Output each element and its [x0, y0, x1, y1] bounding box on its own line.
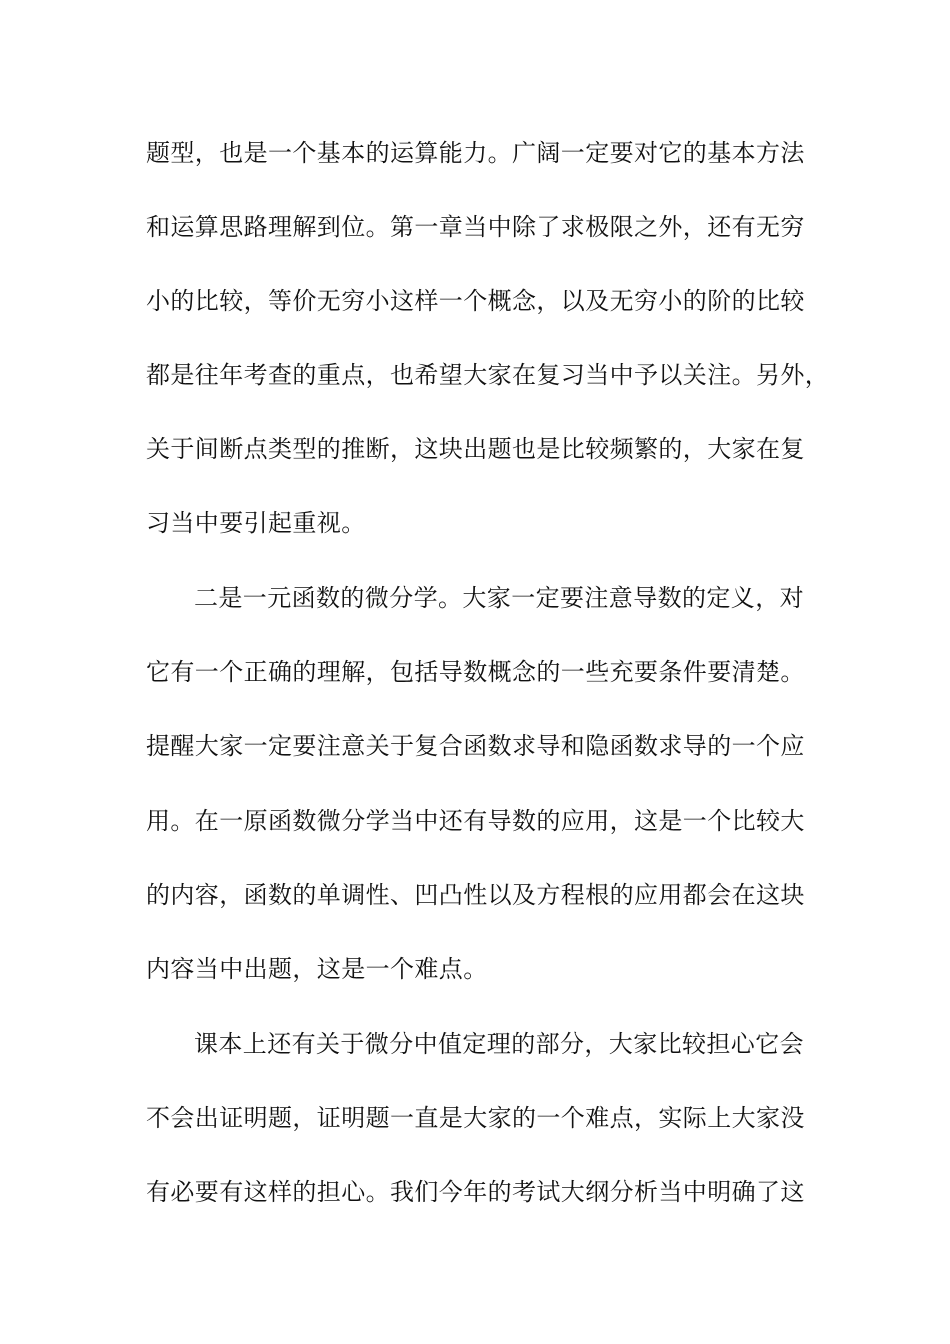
text-line: 课本上还有关于微分中值定理的部分，大家比较担心它会: [194, 1030, 804, 1058]
text-line: 的内容，函数的单调性、凹凸性以及方程根的应用都会在这块: [146, 881, 805, 909]
text-line: 提醒大家一定要注意关于复合函数求导和隐函数求导的一个应: [146, 732, 805, 760]
text-line: 和运算思路理解到位。第一章当中除了求极限之外，还有无穷: [146, 213, 805, 241]
text-line: 二是一元函数的微分学。大家一定要注意导数的定义，对: [194, 584, 804, 612]
text-line: 用。在一原函数微分学当中还有导数的应用，这是一个比较大: [146, 807, 805, 835]
text-line: 它有一个正确的理解，包括导数概念的一些充要条件要清楚。: [146, 658, 805, 686]
text-line: 不会出证明题，证明题一直是大家的一个难点，实际上大家没: [146, 1104, 805, 1132]
text-line: 关于间断点类型的推断，这块出题也是比较频繁的，大家在复: [146, 435, 805, 463]
text-line: 习当中要引起重视。: [146, 509, 366, 537]
text-line: 内容当中出题，这是一个难点。: [146, 955, 488, 983]
text-line: 有必要有这样的担心。我们今年的考试大纲分析当中明确了这: [146, 1178, 805, 1206]
text-line: 都是往年考查的重点，也希望大家在复习当中予以关注。另外，: [146, 361, 830, 389]
text-line: 题型，也是一个基本的运算能力。广阔一定要对它的基本方法: [146, 139, 805, 167]
text-line: 小的比较，等价无穷小这样一个概念，以及无穷小的阶的比较: [146, 287, 805, 315]
